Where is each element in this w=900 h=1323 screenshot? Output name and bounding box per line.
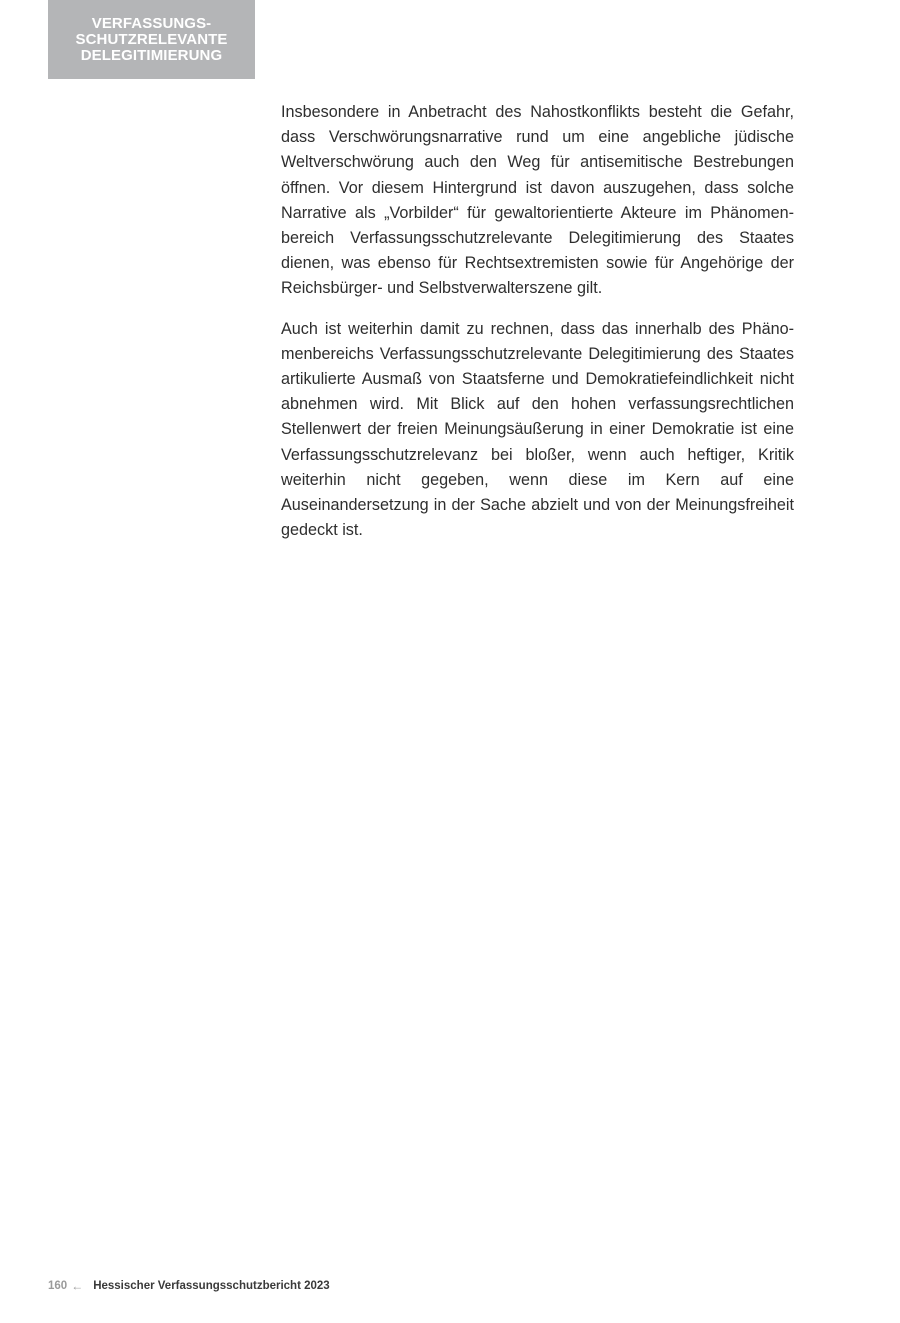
body-text bbox=[281, 100, 794, 558]
page-footer bbox=[48, 1277, 330, 1295]
arrow-left-icon[interactable]: ← bbox=[71, 1279, 84, 1293]
section-tab-line: VERFASSUNGS- bbox=[91, 15, 212, 32]
section-tab bbox=[48, 0, 255, 79]
paragraph: Insbesondere in Anbetracht des Nahostkonflikts besteht die Gefahr, dass Verschwörungsnarrative rund um eine angebliche jüdische Weltverschwörung auch den Weg für antisemitische Bestrebungen öffnen. Vor diesem Hintergrund ist davon auszugehen, dass solche Narrative als „Vorbilder“ für gewaltorientierte Akteure im Phänomenbereich Verfassungsschutzrelevante Delegitimierung des Staates dienen, was ebenso für Rechtsextremisten sowie für Angehörige der Reichsbürger- und Selbstverwalterszene gilt. bbox=[281, 103, 794, 298]
paragraph: Auch ist weiterhin damit zu rechnen, dass das innerhalb des Phänomenbereichs Verfassungsschutzrelevante Delegitimierung des Staates artikulierte Ausmaß von Staatsferne und Demokratiefeindlichkeit nicht abnehmen wird. Mit Blick auf den hohen verfassungsrechtlichen Stellenwert der freien Meinungsäußerung in einer Demokratie ist eine Verfassungsschutzrelevanz bei bloßer, wenn auch heftiger, Kritik weiterhin nicht gegeben, wenn diese im Kern auf eine Auseinandersetzung in der Sache abzielt und von der Meinungsfreiheit gedeckt ist. bbox=[281, 319, 794, 540]
section-tab-line: SCHUTZRELEVANTE bbox=[75, 31, 228, 48]
page-number: 160 bbox=[48, 1280, 68, 1292]
report-title: Hessischer Verfassungsschutzbericht 2023 bbox=[93, 1280, 330, 1292]
section-tab-line: DELEGITIMIERUNG bbox=[80, 47, 223, 64]
